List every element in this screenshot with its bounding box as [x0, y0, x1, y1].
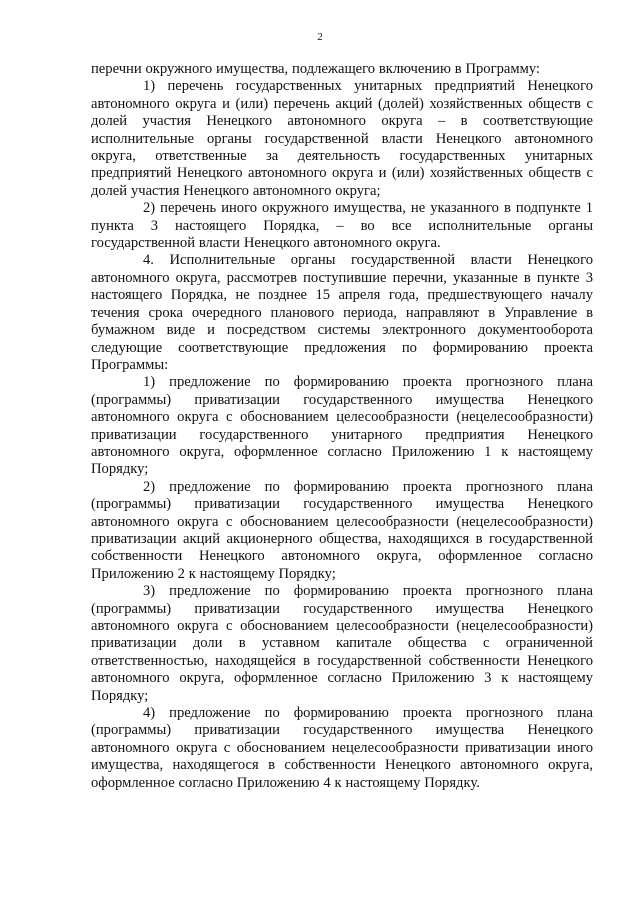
- paragraph-proposal-2: 2) предложение по формированию проекта прогнозного плана (программы) приватизации государственного имущества Ненецкого автономного округа с обоснованием целесообразности (нецелесообразности) приватизации акций акционерного общества, находящихся в государственной собственности Ненецкого автономного округа, оформленное согласно Приложению 2 к настоящему Порядку;: [91, 478, 593, 582]
- paragraph-proposal-1: 1) предложение по формированию проекта прогнозного плана (программы) приватизации государственного имущества Ненецкого автономного округа с обоснованием целесообразности (нецелесообразности) приватизации государственного унитарного предприятия Ненецкого автономного округа, оформленное согласно Приложению 1 к настоящему Порядку;: [91, 374, 593, 478]
- document-body: [91, 61, 593, 792]
- paragraph-intro-continuation: перечни окружного имущества, подлежащего включению в Программу:: [91, 61, 540, 77]
- paragraph-proposal-4: 4) предложение по формированию проекта прогнозного плана (программы) приватизации государственного имущества Ненецкого автономного округа с обоснованием нецелесообразности приватизации иного имущества, находящегося в собственности Ненецкого автономного округа, оформленное согласно Приложению 4 к настоящему Порядку.: [91, 705, 593, 791]
- paragraph-clause-4: 4. Исполнительные органы государственной власти Ненецкого автономного округа, рассмотрев поступившие перечни, указанные в пункте 3 настоящего Порядка, не позднее 15 апреля года, предшествующего началу течения срока очередного планового периода, направляют в Управление в бумажном виде и посредством системы электронного документооборота следующие соответствующие предложения по формированию проекта Программы:: [91, 252, 593, 373]
- paragraph-list-item-2: 2) перечень иного окружного имущества, не указанного в подпункте 1 пункта 3 настоящего Порядка, – во все исполнительные органы государственной власти Ненецкого автономного округа.: [91, 200, 593, 252]
- paragraph-proposal-3: 3) предложение по формированию проекта прогнозного плана (программы) приватизации государственного имущества Ненецкого автономного округа с обоснованием целесообразности (нецелесообразности) приватизации доли в уставном капитале общества с ограниченной ответственностью, находящейся в государственной собственности Ненецкого автономного округа, оформленное согласно Приложению 3 к настоящему Порядку;: [91, 583, 593, 704]
- page-number: 2: [317, 31, 323, 43]
- paragraph-list-item-1: 1) перечень государственных унитарных предприятий Ненецкого автономного округа и (или) перечень акций (долей) хозяйственных обществ с долей участия Ненецкого автономного округа – в соответствующие исполнительные органы государственной власти Ненецкого автономного округа, ответственные за деятельность государственных унитарных предприятий Ненецкого автономного округа и (или) хозяйственных обществ с долей участия Ненецкого автономного округа;: [91, 78, 593, 199]
